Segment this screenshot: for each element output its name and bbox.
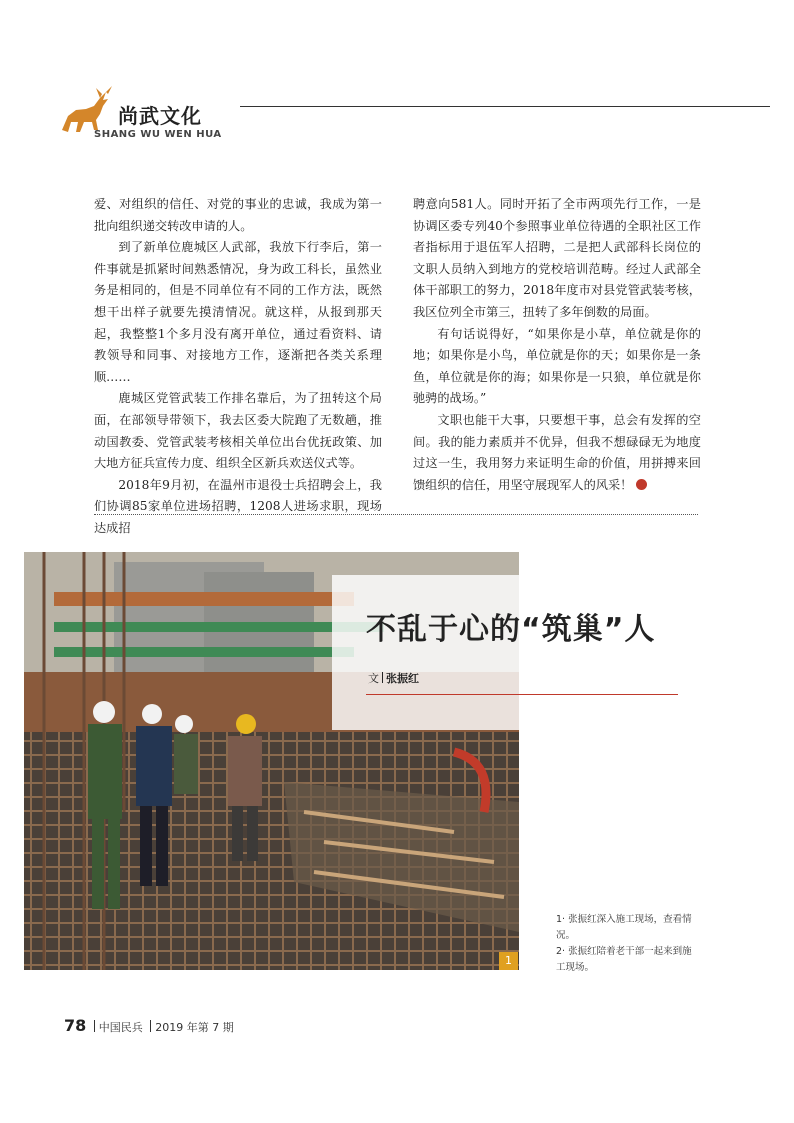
right-text-column — [413, 194, 701, 496]
header-divider — [240, 106, 770, 107]
end-mark-icon — [636, 479, 647, 490]
caption: 1· 张振红深入施工现场，查看情况。 — [556, 914, 692, 941]
paragraph: 聘意向581人。同时开拓了全市两项先行工作，一是协调区委专列40个参照事业单位待遇的全职社区工作者指标用于退伍军人招聘，二是把人武部科长岗位的文职人员纳入到地方的党校培训范畴。经过人武部全体干部职工的努力，2018年度市对县党管武装考核，我区位列全市第三，扭转了多年倒数的局面。 — [413, 197, 701, 319]
photo-number-badge: 1 — [499, 952, 518, 970]
author-name: 张振红 — [386, 672, 419, 685]
paragraph: 鹿城区党管武装工作排名靠后，为了扭转这个局面，在部领导带领下，我去区委大院跑了无数趟，推动国教委、党管武装考核相关单位出台优抚政策、加大地方征兵宣传力度、组织全区新兵欢送仪式等。 — [94, 391, 382, 471]
paragraph — [413, 410, 701, 496]
paragraph: 爱、对组织的信任、对党的事业的忠诚，我成为第一批向组织递交转改申请的人。 — [94, 197, 382, 233]
paragraph: 到了新单位鹿城区人武部，我放下行李后，第一件事就是抓紧时间熟悉情况，身为政工科长，虽然业务是相同的，但是不同单位有不同的工作方法，既然想干出样子就要先摸清情况。就这样，从报到那天起，我整整1个多月没有离开单位，通过看资料、请教领导和同事、对接地方工作，逐渐把各类关系理顺…… — [94, 240, 382, 384]
page-number: 78 — [64, 1016, 87, 1035]
byline — [368, 670, 419, 686]
section-subtitle: SHANG WU WEN HUA — [94, 129, 222, 140]
left-text-column — [94, 194, 382, 540]
title-underline — [366, 694, 678, 695]
title-panel — [332, 575, 520, 730]
caption: 2· 张振红陪着老干部一起来到施工现场。 — [556, 946, 692, 973]
paragraph: 有句话说得好，“如果你是小草，单位就是你的地；如果你是小鸟，单位就是你的天；如果你是一条鱼，单位就是你的海；如果你是一只狼，单位就是你驰骋的战场。” — [413, 326, 701, 406]
article-title: 不乱于心的“筑巢”人 — [366, 612, 656, 647]
paragraph: 2018年9月初，在温州市退役士兵招聘会上，我们协调85家单位进场招聘，1208人进场求职，现场达成招 — [94, 477, 382, 535]
page-footer — [64, 1016, 234, 1035]
section-title: 尚武文化 — [118, 104, 202, 128]
section-divider — [94, 514, 698, 515]
issue-label: 2019 年第 7 期 — [155, 1021, 234, 1034]
footer-separator — [150, 1020, 151, 1032]
byline-prefix: 文 — [368, 672, 379, 685]
magazine-name: 中国民兵 — [98, 1021, 143, 1034]
byline-separator — [382, 672, 383, 683]
footer-separator — [94, 1020, 95, 1032]
photo-captions — [556, 912, 696, 976]
paragraph-text: 文职也能干大事，只要想干事，总会有发挥的空间。我的能力素质并不优异，但我不想碌碌无为地度过这一生，我用努力来证明生命的价值，用拼搏来回馈组织的信任，用坚守展现军人的风采！ — [413, 412, 701, 492]
